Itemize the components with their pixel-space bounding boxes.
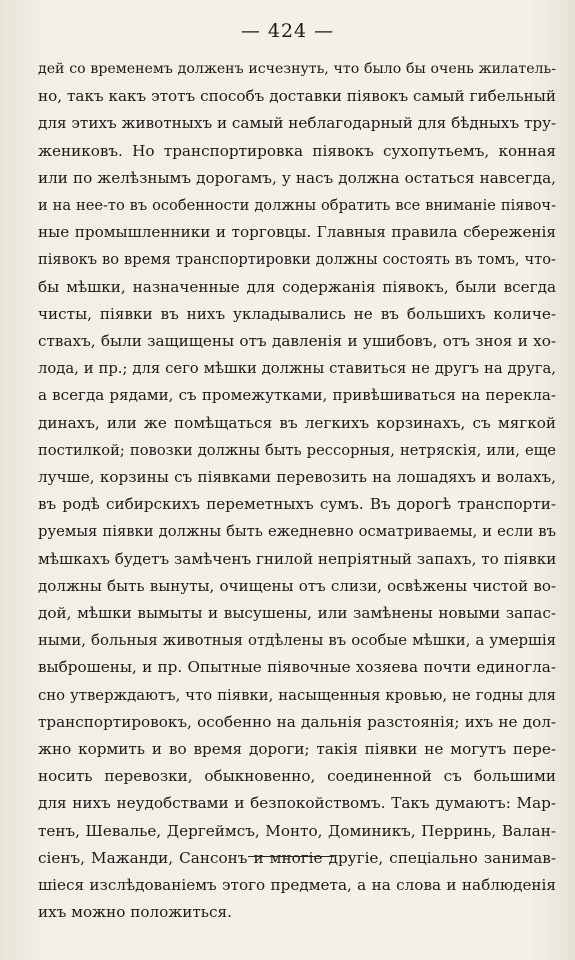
text-line: шіеся изслѣдованіемъ этого предмета, а на слова и наблюденія [38, 876, 556, 895]
body-text [38, 56, 556, 927]
text-line: а всегда рядами, съ промежутками, привѣшиваться на перекла- [38, 386, 556, 405]
text-line: тенъ, Шевалье, Дергеймсъ, Монто, Доминикъ, Перринь, Валан- [38, 821, 556, 840]
text-line-last: ихъ можно положиться. [38, 903, 232, 922]
text-line: руемыя піявки должны быть ежедневно осматриваемы, и если въ [38, 523, 556, 541]
text-line: для нихъ неудобствами и безпокойствомъ. Такъ думаютъ: Мар- [38, 794, 556, 813]
text-line: ные промышленники и торговцы. Главныя правила сбереженія [38, 223, 556, 242]
text-line: выброшены, и пр. Опытные піявочные хозяева почти единогла- [38, 658, 556, 677]
text-line: лода, и пр.; для сего мѣшки должны ставиться не другъ на друга, [38, 360, 556, 378]
text-line: динахъ, или же помѣщаться въ легкихъ корзинахъ, съ мягкой [38, 413, 556, 432]
text-line: въ родѣ сибирскихъ переметныхъ сумъ. Въ дорогѣ транспорти- [38, 495, 556, 514]
text-line: сно утверждаютъ, что піявки, насыщенныя кровью, не годны для [38, 686, 556, 704]
text-line: постилкой; повозки должны быть рессорныя, нетряскія, или, еще [38, 441, 556, 459]
text-line: мѣшкахъ будетъ замѣченъ гнилой непріятный запахъ, то піявки [38, 549, 557, 568]
text-line: лучше, корзины съ піявками перевозить на лошадяхъ и волахъ, [38, 468, 556, 487]
text-line: дей со временемъ долженъ исчезнуть, что было бы очень жилатель- [38, 61, 556, 77]
text-line: піявокъ во время транспортировки должны состоять въ томъ, что- [38, 251, 556, 269]
text-line: бы мѣшки, назначенные для содержанія піявокъ, были всегда [38, 277, 556, 296]
text-line: сіенъ, Мажанди, Сансонъ и многіе другіе, спеціально занимав- [38, 848, 556, 867]
text-line: чисты, піявки въ нихъ укладывались не въ большихъ количе- [38, 304, 556, 323]
text-line: или по желѣзнымъ дорогамъ, у насъ должна остаться навсегда, [38, 168, 556, 187]
text-line: ствахъ, были защищены отъ давленія и ушибовъ, отъ зноя и хо- [38, 332, 556, 351]
text-line: транспортировокъ, особенно на дальнія разстоянія; ихъ не дол- [38, 712, 556, 731]
end-rule-divider [248, 856, 334, 857]
text-line: дой, мѣшки вымыты и высушены, или замѣнены новыми запас- [38, 604, 556, 623]
text-line: для этихъ животныхъ и самый неблагодарный для бѣдныхъ тру- [38, 114, 557, 133]
text-line: жениковъ. Но транспортировка піявокъ сухопутьемъ, конная [38, 141, 556, 160]
text-line: ными, больныя животныя отдѣлены въ особые мѣшки, а умершія [38, 631, 556, 650]
text-line: но, такъ какъ этотъ способъ доставки піявокъ самый гибельный [38, 87, 556, 106]
text-line: должны быть вынуты, очищены отъ слизи, освѣжены чистой во- [38, 576, 556, 595]
text-line: носить перевозки, обыкновенно, соединенной съ большими [38, 767, 556, 786]
text-line: и на нее-то въ особенности должны обратить все вниманіе піявоч- [38, 197, 556, 215]
page-number: — 424 — [240, 20, 335, 42]
text-line: жно кормить и во время дороги; такія піявки не могутъ пере- [38, 740, 556, 759]
